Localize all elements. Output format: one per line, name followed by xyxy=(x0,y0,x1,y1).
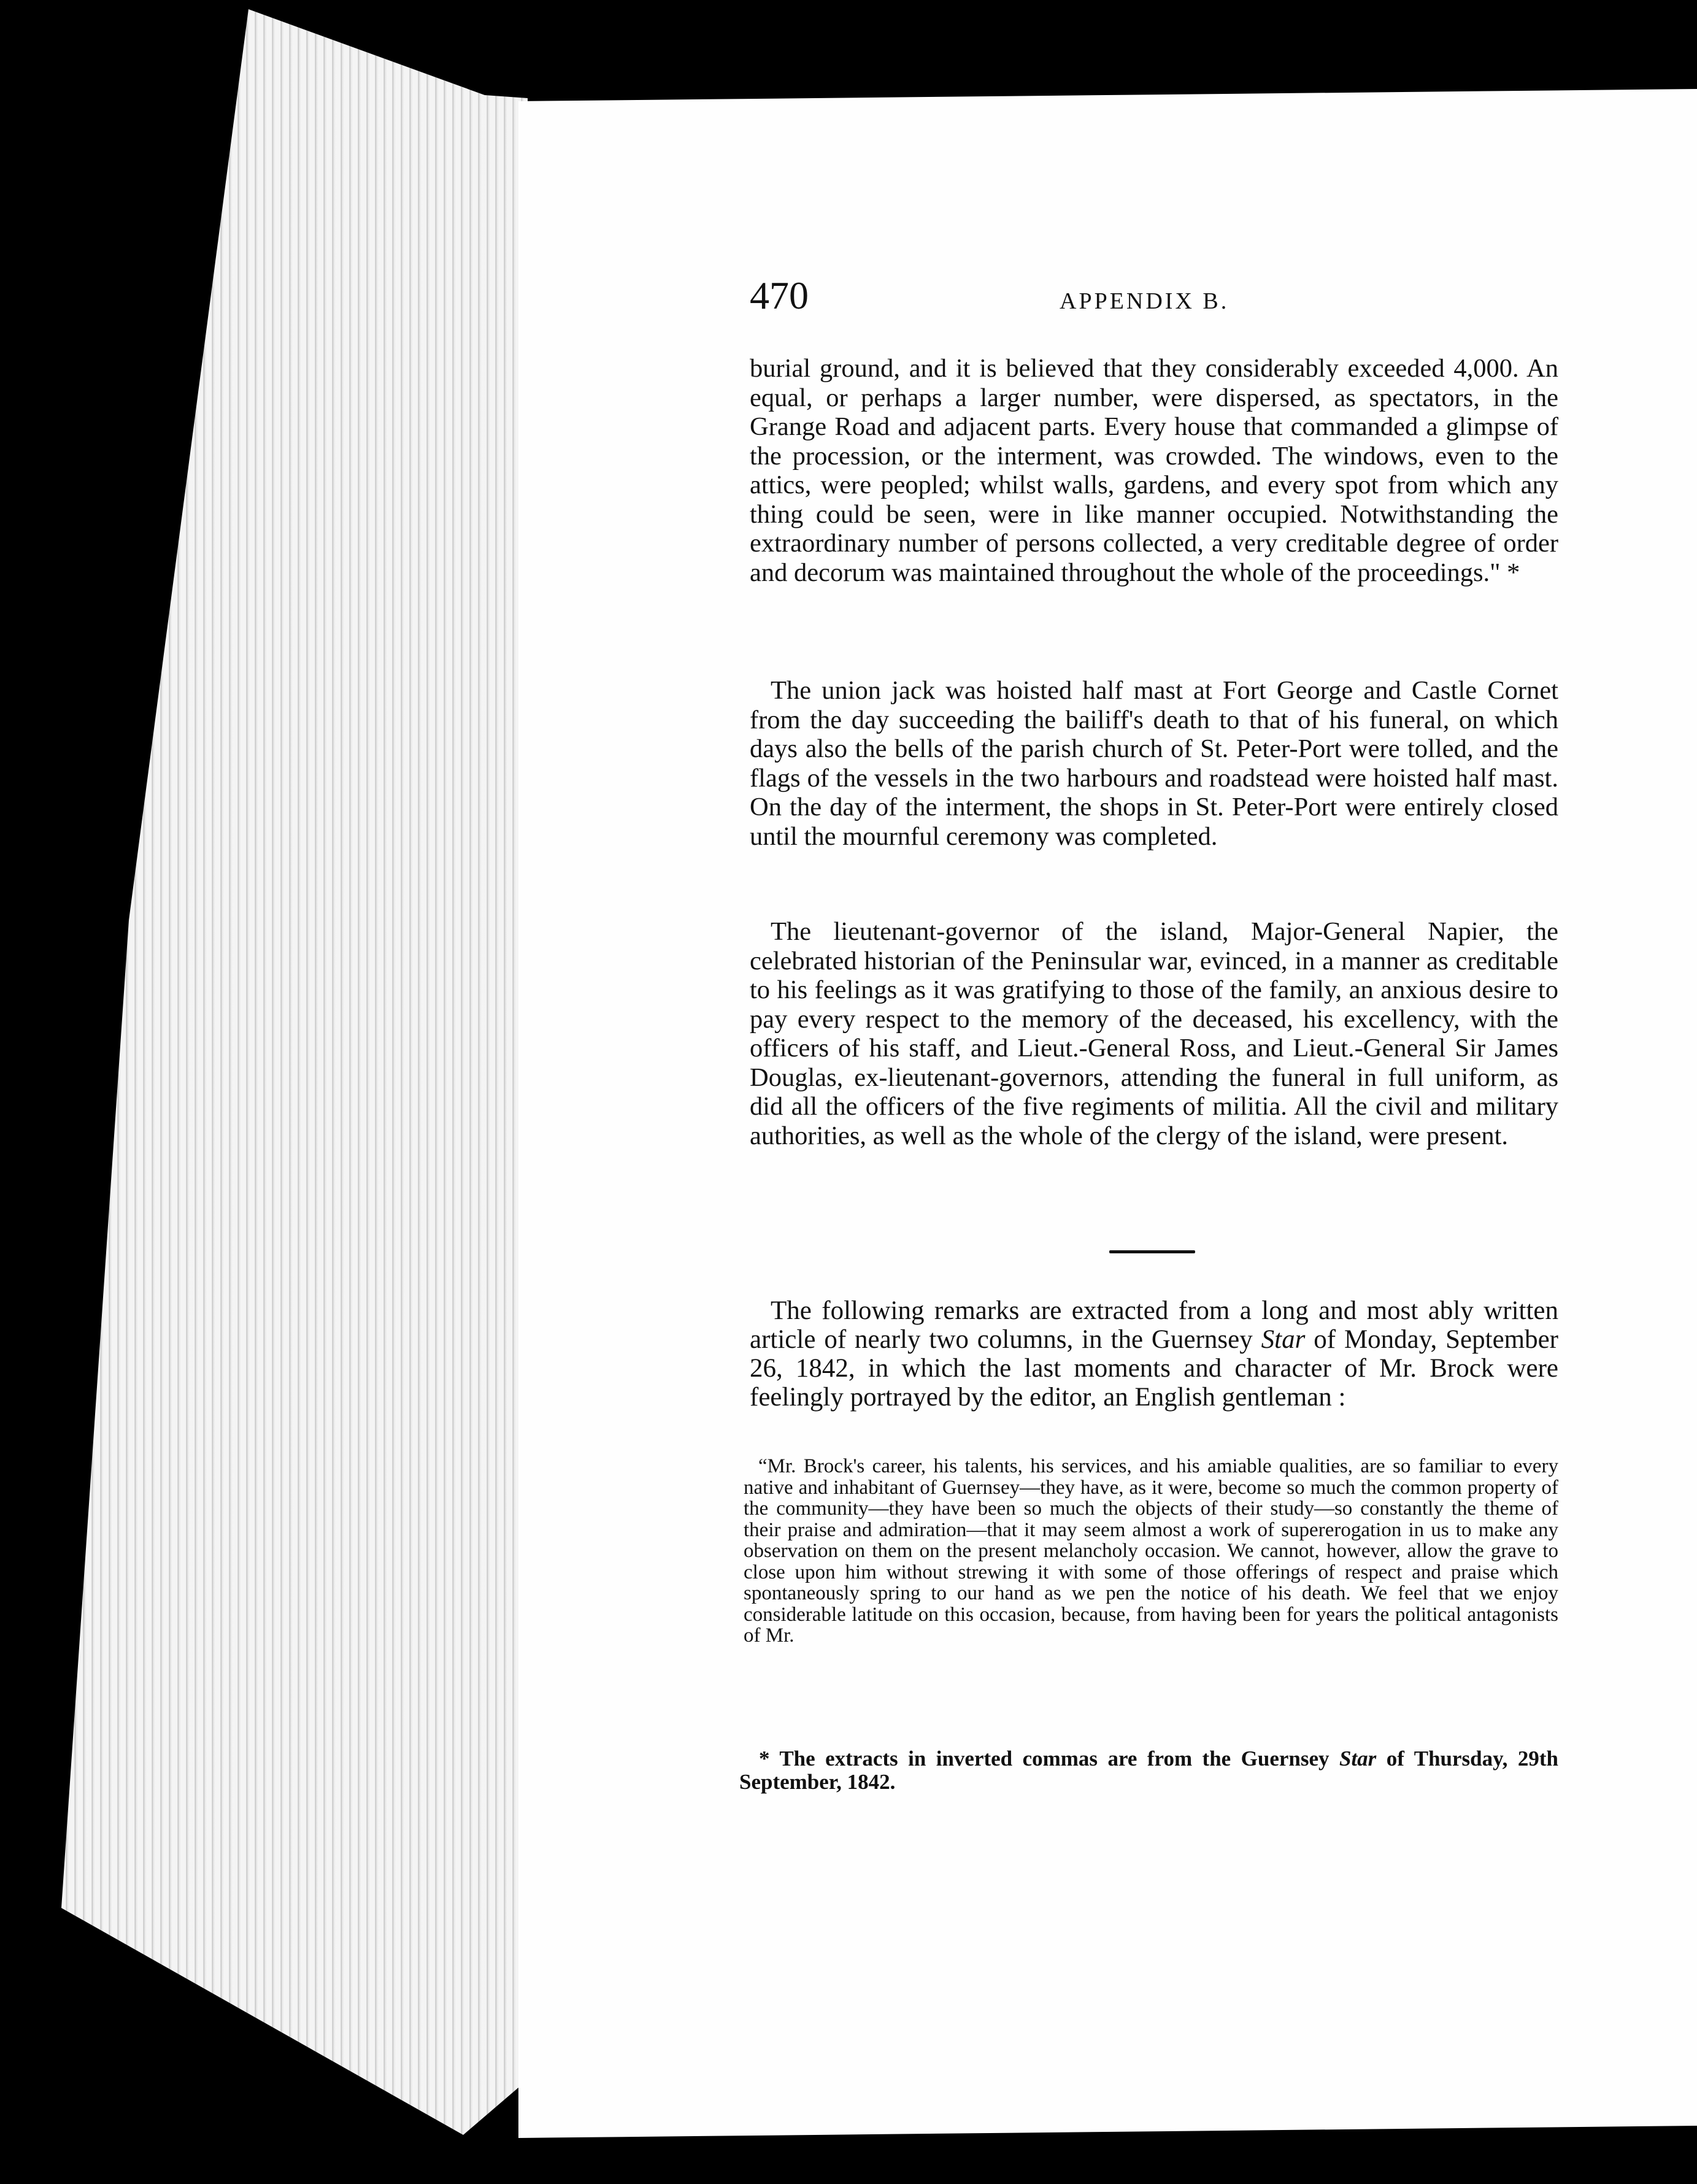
paragraph-text: The union jack was hoisted half mast at Fort George and Castle Cornet from the day succeeding the bailiff's death to that of his funeral, on which days also the bells of the parish church of St. Peter-Port were tolled, and the flags of the vessels in the two harbours and roadstead were hoisted half mast. On the day of the interment, the shops in St. Peter-Port were entirely closed until the mournful ceremony was completed. xyxy=(750,676,1558,851)
paragraph-text: The lieutenant-governor of the island, Major-General Napier, the celebrated historian of the Peninsular war, evinced, in a manner as creditable to his feelings as it was gratifying to those of the family, an anxious desire to pay every respect to the memory of the deceased, his excellency, with the officers of his staff, and Lieut.-General Ross, and Lieut.-General Sir James Douglas, ex-lieutenant-governors, attending the funeral in full uniform, as did all the officers of the five regiments of militia. All the civil and military authorities, as well as the whole of the clergy of the island, were present. xyxy=(750,917,1558,1150)
paragraph-lieutenant-governor xyxy=(750,917,1558,1150)
intro-text-continued: of Monday, September 26, 1842, in which the last moments and character of Mr. Brock were feelingly portrayed by the editor, an English gentleman : xyxy=(750,1325,1559,1412)
newspaper-title: Star xyxy=(1261,1325,1306,1354)
footnote-text: * The extracts in inverted commas are from the Guernsey xyxy=(759,1747,1330,1771)
paragraph-text: burial ground, and it is believed that they considerably exceeded 4,000. An equal, or perhaps a larger number, were dispersed, as spectators, in the Grange Road and adjacent parts. Every house that commanded a glimpse of the procession, or the interment, was crowded. The windows, even to the attics, were peopled; whilst walls, gardens, and every spot from which any thing could be seen, were in like manner occupied. Notwithstanding the extraordinary number of persons collected, a very creditable degree of order and decorum was maintained throughout the whole of the proceedings." * xyxy=(750,354,1558,587)
intro-text: The following remarks are extracted from a long and most ably written article of nearly two columns, in the Guernsey xyxy=(750,1296,1558,1354)
paragraph-continuation xyxy=(750,354,1558,587)
block-quote: “Mr. Brock's career, his talents, his services, and his amiable qualities, are so familiar to every native and inhabitant of Guernsey—they have, as it were, become so much the common property of the community—they have been so much the objects of their study—so constantly the theme of their praise and admiration—that it may seem almost a work of supererogation in us to make any observation on them on the present melancholy occasion. We cannot, however, allow the grave to close upon him without strewing it with some of those offerings of respect and praise which spontaneously spring to our hand as we pen the notice of his death. We feel that we enjoy considerable latitude on this occasion, because, from having been for years the political antagonists of Mr. xyxy=(744,1455,1558,1647)
footnote-text-continued: of Thursday, 29th September, 1842. xyxy=(739,1747,1559,1794)
section-divider xyxy=(1109,1250,1195,1253)
book-page-edges xyxy=(61,0,528,2184)
paragraph-union-jack xyxy=(750,676,1558,851)
running-head: APPENDIX B. xyxy=(1060,288,1229,314)
footnote xyxy=(739,1747,1558,1794)
page-header xyxy=(750,273,1558,328)
page-number: 470 xyxy=(750,274,809,317)
paragraph-following-remarks xyxy=(750,1296,1558,1412)
footnote-newspaper-title: Star xyxy=(1339,1747,1377,1771)
paragraph-text xyxy=(750,1296,1558,1412)
